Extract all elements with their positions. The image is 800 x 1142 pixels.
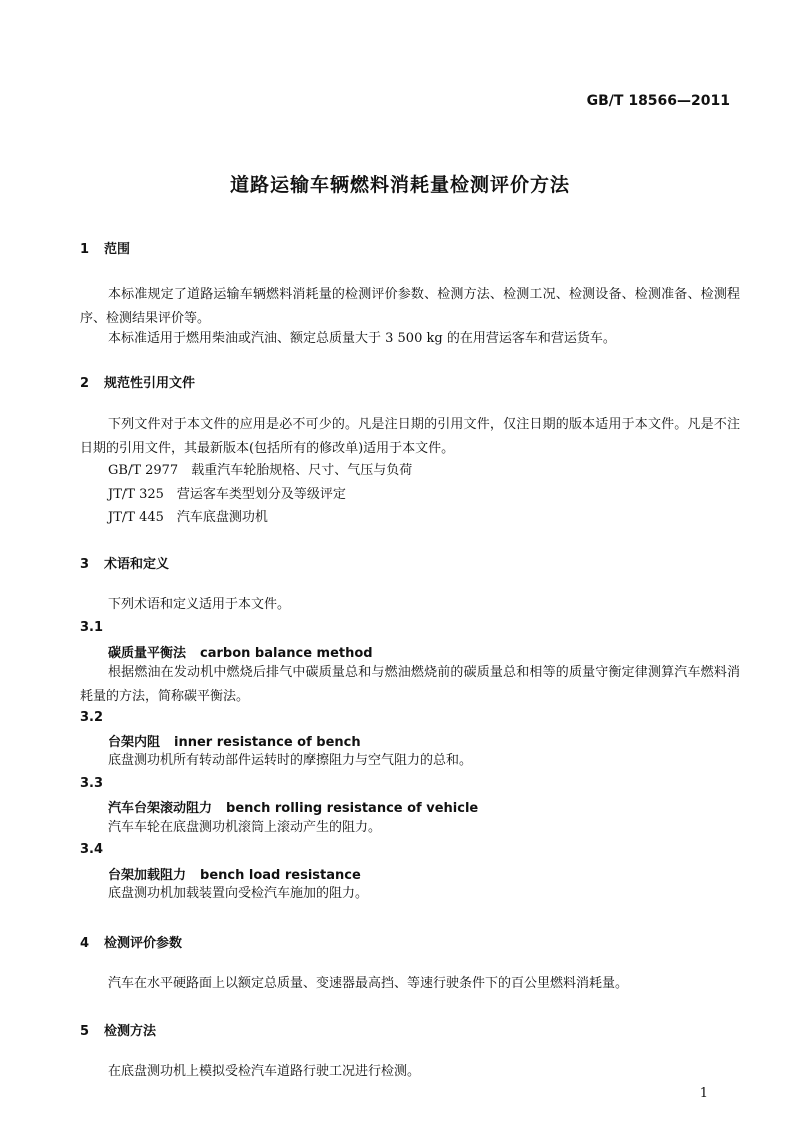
section-3-heading — [80, 553, 169, 572]
term-zh: 台架加载阻力 — [108, 868, 187, 883]
term-en: carbon balance method — [200, 646, 373, 661]
section-number: 3 — [80, 557, 90, 572]
term-heading — [108, 797, 478, 816]
reference-item: JT/T 325 营运客车类型划分及等级评定 — [108, 487, 346, 502]
scope-paragraph-1: 本标准规定了道路运输车辆燃料消耗量的检测评价参数、检测方法、检测工况、检测设备、检测准备、检测程序、检测结果评价等。 — [80, 287, 740, 326]
document-number: GB/T 18566—2011 — [586, 93, 730, 109]
section-number: 1 — [80, 242, 90, 257]
term-en: bench rolling resistance of vehicle — [226, 801, 479, 816]
term-number: 3.3 — [80, 776, 104, 791]
term-zh: 汽车台架滚动阻力 — [108, 801, 213, 816]
section-number: 4 — [80, 936, 90, 951]
section-number: 5 — [80, 1024, 90, 1039]
method-text: 在底盘测功机上模拟受检汽车道路行驶工况进行检测。 — [108, 1064, 421, 1079]
term-definition: 底盘测功机加载装置向受检汽车施加的阻力。 — [108, 886, 369, 901]
section-4-heading — [80, 932, 182, 951]
scope-paragraph-2: 本标准适用于燃用柴油或汽油、额定总质量大于 3 500 kg 的在用营运客车和营运货车。 — [108, 331, 616, 346]
section-title: 术语和定义 — [104, 557, 170, 572]
terms-intro: 下列术语和定义适用于本文件。 — [108, 597, 291, 612]
term-definition: 底盘测功机所有转动部件运转时的摩擦阻力与空气阻力的总和。 — [108, 753, 473, 768]
document-title: 道路运输车辆燃料消耗量检测评价方法 — [229, 174, 570, 196]
references-intro: 下列文件对于本文件的应用是必不可少的。凡是注日期的引用文件，仅注日期的版本适用于本文件。凡是不注日期的引用文件，其最新版本(包括所有的修改单)适用于本文件。 — [80, 417, 740, 456]
section-title: 检测评价参数 — [104, 936, 183, 951]
term-en: inner resistance of bench — [174, 735, 361, 750]
reference-item: GB/T 2977 载重汽车轮胎规格、尺寸、气压与负荷 — [108, 463, 413, 478]
section-5-heading — [80, 1020, 156, 1039]
section-title: 范围 — [104, 242, 131, 257]
section-2-heading — [80, 372, 195, 391]
section-title: 检测方法 — [104, 1024, 157, 1039]
page-number: 1 — [699, 1086, 708, 1101]
term-zh: 碳质量平衡法 — [108, 646, 187, 661]
term-number: 3.4 — [80, 842, 104, 857]
term-heading — [108, 642, 373, 661]
term-number: 3.2 — [80, 710, 104, 725]
term-definition: 汽车车轮在底盘测功机滚筒上滚动产生的阻力。 — [108, 820, 382, 835]
reference-item: JT/T 445 汽车底盘测功机 — [108, 510, 268, 525]
term-heading — [108, 864, 361, 883]
parameters-text: 汽车在水平硬路面上以额定总质量、变速器最高挡、等速行驶条件下的百公里燃料消耗量。 — [108, 976, 629, 991]
section-title: 规范性引用文件 — [104, 376, 196, 391]
section-number: 2 — [80, 376, 90, 391]
term-heading — [108, 731, 361, 750]
term-zh: 台架内阻 — [108, 735, 161, 750]
term-definition: 根据燃油在发动机中燃烧后排气中碳质量总和与燃油燃烧前的碳质量总和相等的质量守衡定律测算汽车燃料消耗量的方法，简称碳平衡法。 — [80, 665, 740, 704]
term-number: 3.1 — [80, 620, 104, 635]
section-1-heading — [80, 238, 130, 257]
term-en: bench load resistance — [200, 868, 361, 883]
